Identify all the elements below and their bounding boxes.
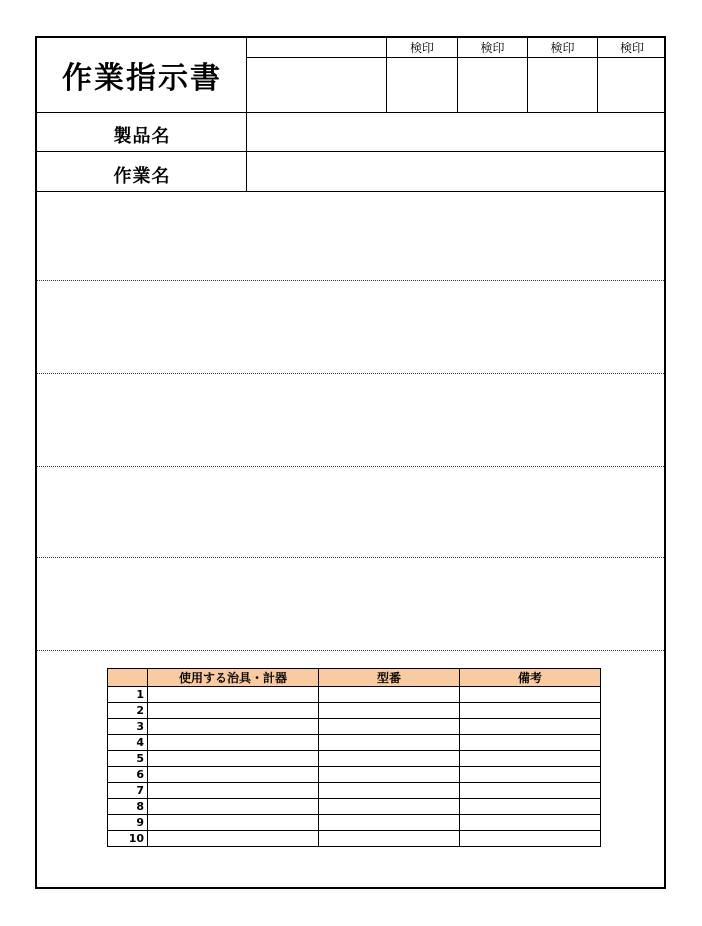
table-row — [108, 751, 601, 767]
row-number: 3 — [108, 719, 148, 735]
row-number: 10 — [108, 831, 148, 847]
table-row — [108, 735, 601, 751]
note-cell[interactable] — [460, 783, 601, 799]
stamp-box[interactable] — [458, 58, 527, 112]
model-cell[interactable] — [319, 751, 460, 767]
note-cell[interactable] — [460, 799, 601, 815]
product-name-field[interactable] — [247, 113, 666, 151]
row-number: 8 — [108, 799, 148, 815]
table-row — [108, 767, 601, 783]
instruction-area[interactable] — [37, 374, 664, 466]
table-header-row — [108, 669, 601, 687]
table-row — [108, 831, 601, 847]
model-cell[interactable] — [319, 831, 460, 847]
column-header-no — [108, 669, 148, 687]
tool-cell[interactable] — [148, 831, 319, 847]
note-cell[interactable] — [460, 751, 601, 767]
tool-cell[interactable] — [148, 735, 319, 751]
tool-cell[interactable] — [148, 751, 319, 767]
model-cell[interactable] — [319, 815, 460, 831]
tool-cell[interactable] — [148, 703, 319, 719]
row-number: 7 — [108, 783, 148, 799]
tool-cell[interactable] — [148, 767, 319, 783]
instruction-area[interactable] — [37, 281, 664, 373]
table-row — [108, 703, 601, 719]
note-cell[interactable] — [460, 815, 601, 831]
row-number: 6 — [108, 767, 148, 783]
stamp-label: 検印 — [550, 41, 575, 55]
column-header-note: 備考 — [460, 669, 601, 687]
row-number: 9 — [108, 815, 148, 831]
model-cell[interactable] — [319, 799, 460, 815]
tool-cell[interactable] — [148, 815, 319, 831]
column-header-model: 型番 — [319, 669, 460, 687]
row-number: 2 — [108, 703, 148, 719]
row-number: 5 — [108, 751, 148, 767]
note-cell[interactable] — [460, 735, 601, 751]
tool-cell[interactable] — [148, 783, 319, 799]
instruction-area[interactable] — [37, 192, 664, 280]
work-name-label: 作業名 — [113, 166, 171, 187]
stamp-box[interactable] — [598, 58, 666, 112]
row-number: 1 — [108, 687, 148, 703]
table-row — [108, 719, 601, 735]
note-cell[interactable] — [460, 767, 601, 783]
document-frame — [35, 36, 666, 889]
stamp-box[interactable] — [387, 58, 457, 112]
tools-table — [107, 668, 601, 847]
model-cell[interactable] — [319, 719, 460, 735]
stamp-label: 検印 — [409, 41, 434, 55]
product-name-label: 製品名 — [113, 126, 171, 147]
note-cell[interactable] — [460, 719, 601, 735]
instruction-area[interactable] — [37, 467, 664, 557]
tool-cell[interactable] — [148, 719, 319, 735]
note-cell[interactable] — [460, 703, 601, 719]
model-cell[interactable] — [319, 687, 460, 703]
table-row — [108, 799, 601, 815]
work-name-field[interactable] — [247, 152, 666, 191]
model-cell[interactable] — [319, 735, 460, 751]
model-cell[interactable] — [319, 783, 460, 799]
column-header-tool: 使用する治具・計器 — [148, 669, 319, 687]
table-row — [108, 783, 601, 799]
document-title: 作業指示書 — [62, 61, 222, 96]
table-row — [108, 687, 601, 703]
note-cell[interactable] — [460, 831, 601, 847]
tool-cell[interactable] — [148, 799, 319, 815]
stamp-label: 検印 — [619, 41, 644, 55]
row-number: 4 — [108, 735, 148, 751]
dotted-divider — [37, 650, 664, 651]
table-row — [108, 815, 601, 831]
stamp-label: 検印 — [480, 41, 505, 55]
instruction-area[interactable] — [37, 558, 664, 650]
stamp-box[interactable] — [528, 58, 597, 112]
model-cell[interactable] — [319, 767, 460, 783]
model-cell[interactable] — [319, 703, 460, 719]
tool-cell[interactable] — [148, 687, 319, 703]
note-cell[interactable] — [460, 687, 601, 703]
